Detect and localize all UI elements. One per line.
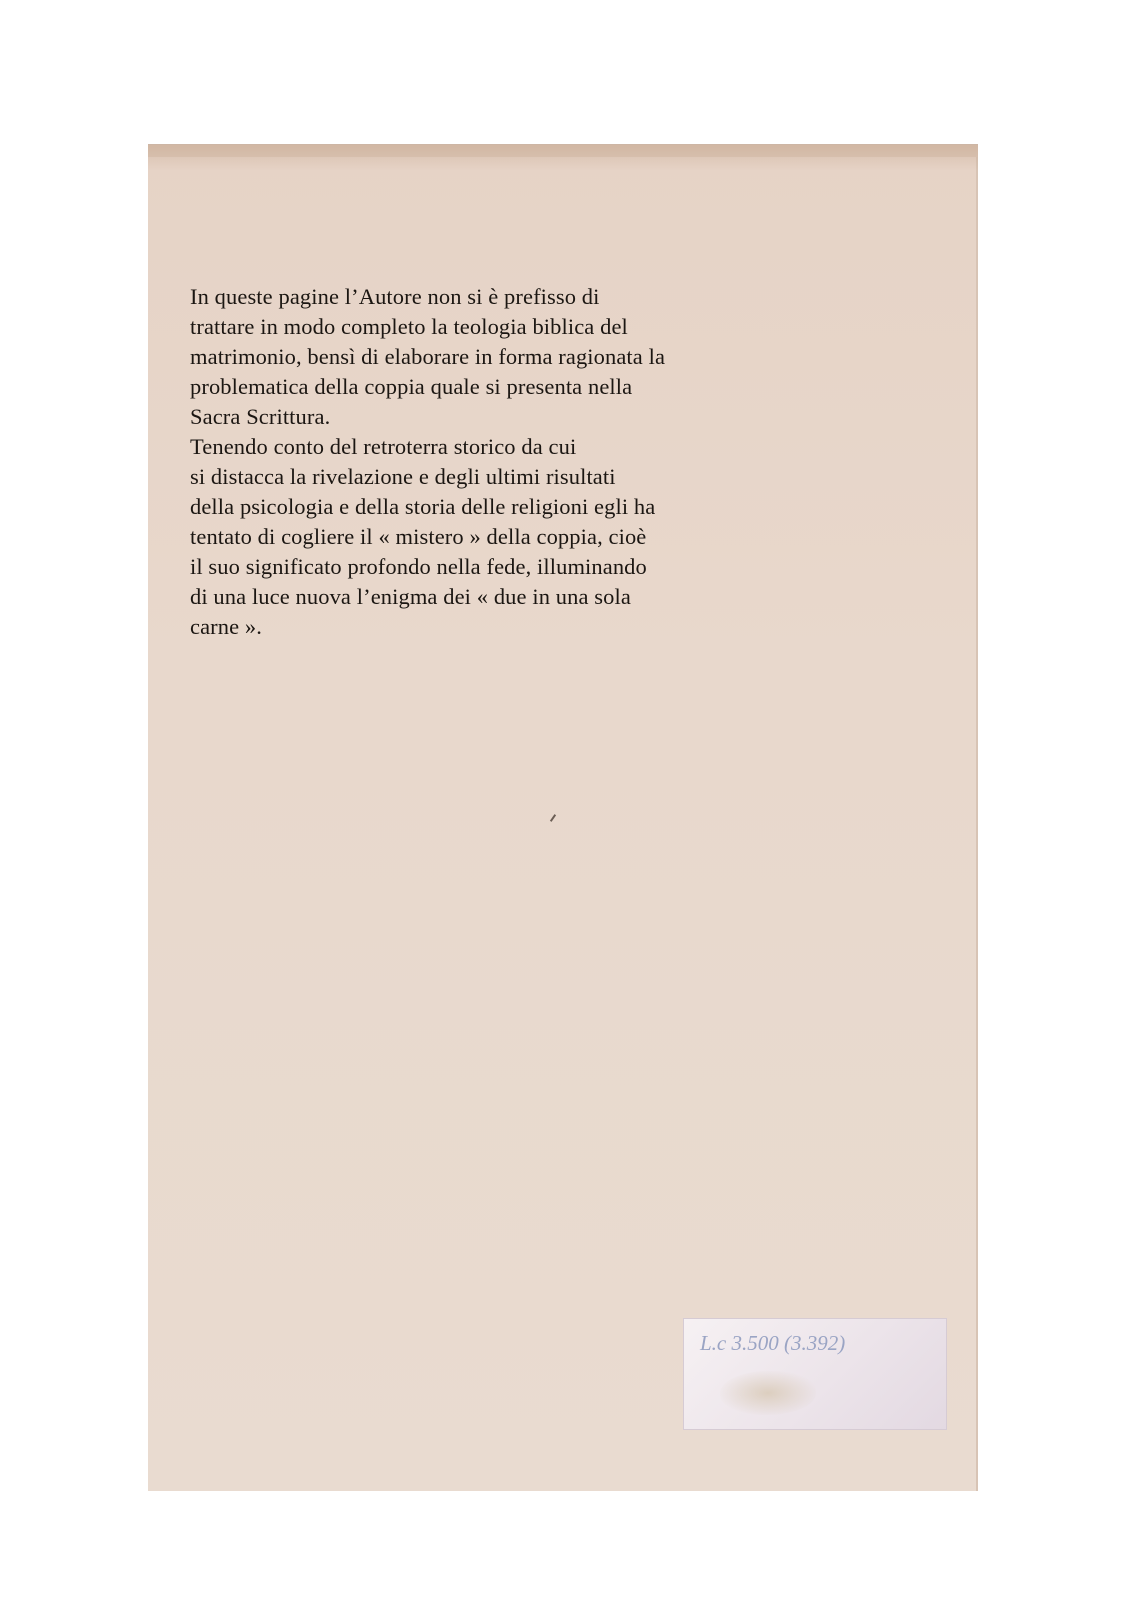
blurb-line: si distacca la rivelazione e degli ultimi risultati	[190, 464, 616, 489]
cover-blurb	[190, 282, 750, 642]
blurb-line: il suo significato profondo nella fede, illuminando	[190, 554, 647, 579]
blurb-line: Tenendo conto del retroterra storico da cui	[190, 434, 577, 459]
blurb-line: della psicologia e della storia delle religioni egli ha	[190, 494, 656, 519]
blurb-line: Sacra Scrittura.	[190, 404, 331, 429]
price-sticker	[683, 1318, 947, 1430]
blurb-line: carne ».	[190, 614, 263, 639]
blurb-line: tentato di cogliere il « mistero » della coppia, cioè	[190, 524, 647, 549]
blurb-line: problematica della coppia quale si presenta nella	[190, 374, 633, 399]
blurb-line: trattare in modo completo la teologia biblica del	[190, 314, 628, 339]
blurb-line: In queste pagine l’Autore non si è prefisso di	[190, 284, 600, 309]
blurb-line: di una luce nuova l’enigma dei « due in una sola	[190, 584, 631, 609]
price-sticker-text: L.c 3.500 (3.392)	[700, 1331, 846, 1355]
blurb-line: matrimonio, bensì di elaborare in forma ragionata la	[190, 344, 666, 369]
sticker-smudge	[720, 1371, 816, 1415]
